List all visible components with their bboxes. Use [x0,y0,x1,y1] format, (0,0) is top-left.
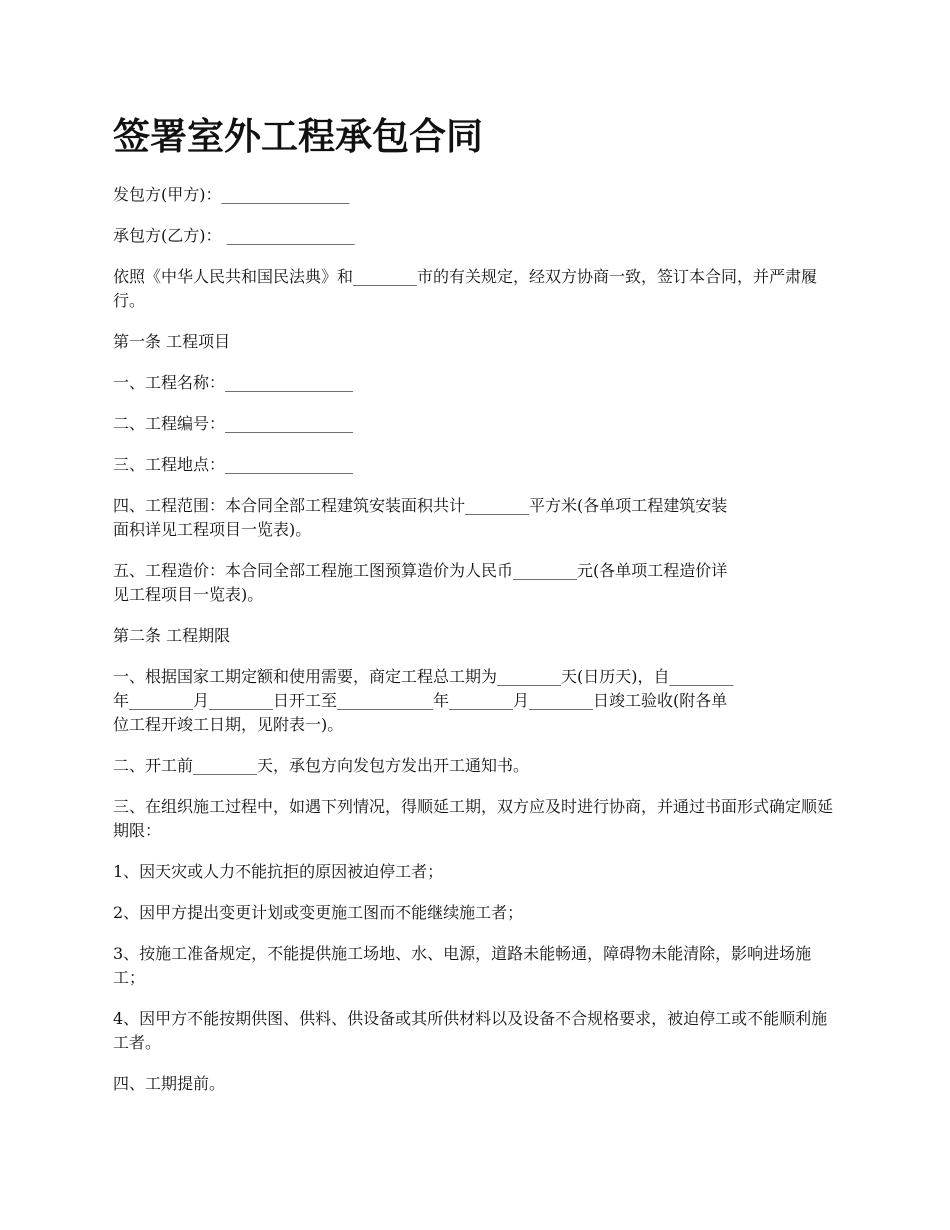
project-number-line: 二、工程编号：________________ [113,414,354,433]
extension-paragraph: 三、在组织施工过程中，如遇下列情况，得顺延工期，双方应及时进行协商，并通过书面形式确定顺延期限： [113,797,834,840]
preamble-paragraph: 依照《中华人民共和国民法典》和________市的有关规定，经双方协商一致，签订本合同，并严肃履行。 [113,267,818,310]
early-completion-heading: 四、工期提前。 [113,1074,226,1093]
schedule-paragraph: 一、根据国家工期定额和使用需要，商定工程总工期为________天(日历天)，自________ 年________月________日开工至____________年________月________日竣工验收(附各单 位工程开竣工日期，见附表一)。 [113,667,734,734]
party-b-line: 承包方(乙方)： ________________ [113,226,355,245]
document-page [113,112,843,1113]
project-cost-paragraph: 五、工程造价：本合同全部工程施工图预算造价为人民币________元(各单项工程造价详 见工程项目一览表)。 [113,561,728,604]
extension-item-2: 2、因甲方提出变更计划或变更施工图而不能继续施工者； [113,903,524,922]
document-title: 签署室外工程承包合同 [113,114,483,158]
extension-item-3: 3、按施工准备规定，不能提供施工场地、水、电源，道路未能畅通，障碍物未能清除，影响进场施工； [113,944,812,987]
article-1-heading: 第一条 工程项目 [113,332,231,351]
article-2-heading: 第二条 工程期限 [113,626,231,645]
start-notice-paragraph: 二、开工前________天，承包方向发包方发出开工通知书。 [113,756,530,775]
party-a-line: 发包方(甲方)：________________ [113,185,350,204]
project-location-line: 三、工程地点：________________ [113,455,354,474]
extension-item-4: 4、因甲方不能按期供图、供料、供设备或其所供材料以及设备不合规格要求，被迫停工或不能顺利施工者。 [113,1009,828,1052]
project-name-line: 一、工程名称：________________ [113,373,354,392]
project-scope-paragraph: 四、工程范围：本合同全部工程建筑安装面积共计________平方米(各单项工程建筑安装 面积详见工程项目一览表)。 [113,496,728,539]
extension-item-1: 1、因天灾或人力不能抗拒的原因被迫停工者； [113,862,444,881]
